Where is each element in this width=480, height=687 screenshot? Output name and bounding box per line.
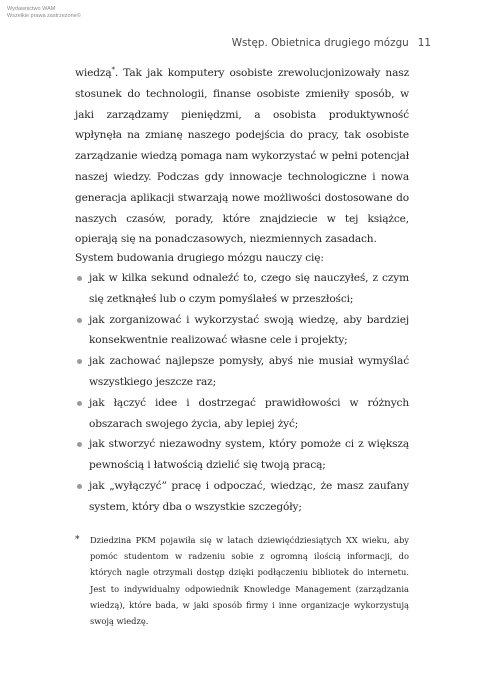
list-item: jak zachować najlepsze pomysły, abyś nie musiał wymyślać wszystkiego jeszcze raz; xyxy=(75,351,409,393)
footnote-mark: * xyxy=(75,535,80,545)
list-item: jak zorganizować i wykorzystać swoją wiedzę, aby bardziej konsekwentnie realizować własne cele i projekty; xyxy=(75,310,409,352)
list-item: jak w kilka sekund odnaleźć to, czego się nauczyłeś, z czym się zetknąłeś lub o czym pomyślałeś w przeszłości; xyxy=(75,268,409,310)
list-item: jak łączyć idee i dostrzegać prawidłowości w różnych obszarach swojego życia, aby lepiej żyć; xyxy=(75,393,409,435)
running-header xyxy=(232,37,431,49)
chapter-title: Wstęp. Obietnica drugiego mózgu xyxy=(231,37,409,49)
page-number: 11 xyxy=(417,37,431,49)
footnote-text: Dziedzina PKM pojawiła się w latach dziewięćdziesiątych XX wieku, aby pomóc studentom w radzeniu sobie z ogromną ilością informacji, do których nagle otrzymali dostęp dzięki podłączeniu bibliotek do internetu. Jest to indywidualny odpowiednik Knowledge Management (zarządzania wiedzą), które bada, w jaki sposób firmy i inne organizacje wykorzystują swoją wiedzę. xyxy=(90,535,409,627)
paragraph-start: wiedzą xyxy=(75,67,112,79)
watermark-copyright: Wszelkie prawa zastrzeżone© xyxy=(7,13,81,19)
list-intro: System budowania drugiego mózgu nauczy cię: xyxy=(75,252,324,264)
body-paragraph xyxy=(75,63,409,250)
benefit-list xyxy=(75,268,409,518)
footnote xyxy=(75,532,409,629)
publisher-watermark xyxy=(7,6,81,20)
watermark-publisher: Wydawnictwo WAM xyxy=(7,6,56,12)
paragraph-rest: . Tak jak komputery osobiste zrewolucjonizowały nasz stosunek do technologii, finanse osobiste zmieniły sposób, w jaki zarządzamy pieniędzmi, a osobista produktywność wpłynęła na zmianę naszego podejścia do pracy, tak osobiste zarządzanie wiedzą pomaga nam wykorzystać w pełni potencjał naszej wiedzy. Podczas gdy innowacje technologiczne i nowa generacja aplikacji stwarzają nowe możliwości dostosowane do naszych czasów, porady, które znajdziecie w tej książce, opierają się na ponadczasowych, niezmiennych zasadach. xyxy=(75,67,409,246)
footnote-reference[interactable]: * xyxy=(111,66,115,74)
list-item: jak stworzyć niezawodny system, który pomoże ci z większą pewnością i łatwością dzielić się twoją pracą; xyxy=(75,434,409,476)
list-item: jak „wyłączyć” pracę i odpoczać, wiedząc, że masz zaufany system, który dba o wszystkie szczegóły; xyxy=(75,476,409,518)
